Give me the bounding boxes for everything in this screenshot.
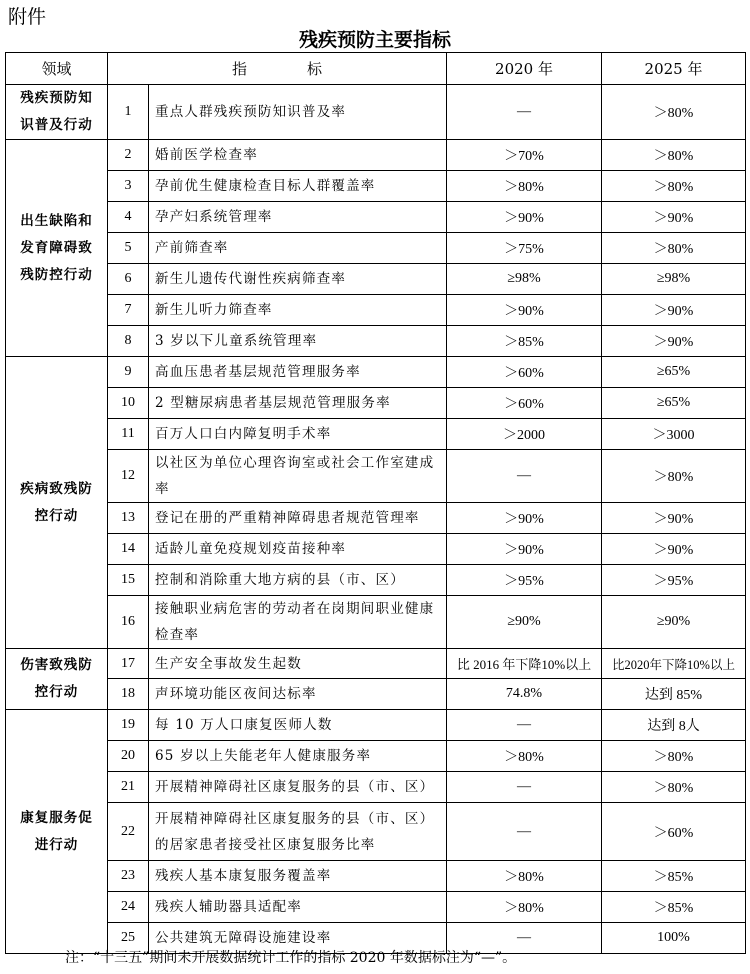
value-2025: ＞85% xyxy=(602,861,746,892)
value-2020: ＞75% xyxy=(447,233,602,264)
value-2020: ＞60% xyxy=(447,357,602,388)
value-2025: ＞85% xyxy=(602,892,746,923)
table-row xyxy=(6,503,746,534)
table-row xyxy=(6,388,746,419)
indicator-number: 16 xyxy=(108,596,149,649)
footnote: 注：“十三五”期间未开展数据统计工作的指标 2020 年数据标注为“—”。 xyxy=(65,950,517,966)
indicator-number: 19 xyxy=(108,710,149,741)
value-2020: — xyxy=(447,710,602,741)
indicator-number: 14 xyxy=(108,534,149,565)
value-2020: ＞90% xyxy=(447,202,602,233)
indicator-number: 5 xyxy=(108,233,149,264)
table-row xyxy=(6,565,746,596)
table-row xyxy=(6,534,746,565)
indicator-name: 新生儿遗传代谢性疾病筛查率 xyxy=(149,264,447,295)
table-row xyxy=(6,710,746,741)
indicator-name: 产前筛查率 xyxy=(149,233,447,264)
value-2020: ＞80% xyxy=(447,892,602,923)
table-row xyxy=(6,264,746,295)
value-2020: 74.8% xyxy=(447,679,602,710)
indicator-name: 控制和消除重大地方病的县（市、区） xyxy=(149,565,447,596)
indicator-number: 4 xyxy=(108,202,149,233)
value-2025: ＞80% xyxy=(602,450,746,503)
indicator-number: 3 xyxy=(108,171,149,202)
indicator-number: 25 xyxy=(108,923,149,954)
indicator-number: 23 xyxy=(108,861,149,892)
value-2020: ＞90% xyxy=(447,295,602,326)
value-2025: ＞80% xyxy=(602,233,746,264)
value-2025: ≥98% xyxy=(602,264,746,295)
indicator-name: 声环境功能区夜间达标率 xyxy=(149,679,447,710)
domain-cell: 出生缺陷和发育障碍致残防控行动 xyxy=(6,140,108,357)
table-row xyxy=(6,649,746,679)
value-2020: — xyxy=(447,450,602,503)
header-domain: 领域 xyxy=(6,53,108,85)
value-2025: ≥65% xyxy=(602,388,746,419)
indicator-number: 24 xyxy=(108,892,149,923)
table-row xyxy=(6,85,746,140)
table-row xyxy=(6,861,746,892)
table-row xyxy=(6,679,746,710)
value-2020: ＞70% xyxy=(447,140,602,171)
indicator-number: 9 xyxy=(108,357,149,388)
indicator-name: 孕产妇系统管理率 xyxy=(149,202,447,233)
table-row xyxy=(6,596,746,649)
value-2025: ＞80% xyxy=(602,171,746,202)
domain-cell: 康复服务促进行动 xyxy=(6,710,108,954)
table-header-row xyxy=(6,53,746,85)
value-2020: — xyxy=(447,923,602,954)
value-2020: 比 2016 年下降10%以上 xyxy=(447,649,602,679)
table-row xyxy=(6,140,746,171)
table-row xyxy=(6,171,746,202)
table-row xyxy=(6,450,746,503)
table-row xyxy=(6,202,746,233)
value-2025: 达到 8人 xyxy=(602,710,746,741)
domain-cell: 疾病致残防控行动 xyxy=(6,357,108,649)
value-2025: ＞80% xyxy=(602,772,746,803)
value-2020: ＞85% xyxy=(447,326,602,357)
indicator-number: 20 xyxy=(108,741,149,772)
indicator-name: 开展精神障碍社区康复服务的县（市、区） xyxy=(149,772,447,803)
indicator-name: 新生儿听力筛查率 xyxy=(149,295,447,326)
value-2020: ≥90% xyxy=(447,596,602,649)
indicator-name: 2 型糖尿病患者基层规范管理服务率 xyxy=(149,388,447,419)
value-2025: ＞80% xyxy=(602,140,746,171)
value-2020: ＞80% xyxy=(447,861,602,892)
value-2020: — xyxy=(447,803,602,861)
table-row xyxy=(6,295,746,326)
value-2025: 比2020年下降10%以上 xyxy=(602,649,746,679)
value-2025: ＞90% xyxy=(602,326,746,357)
header-2020: 2020 年 xyxy=(447,53,602,85)
indicator-number: 10 xyxy=(108,388,149,419)
table-row xyxy=(6,772,746,803)
value-2025: ≥90% xyxy=(602,596,746,649)
indicator-name: 公共建筑无障碍设施建设率 xyxy=(149,923,447,954)
indicator-number: 6 xyxy=(108,264,149,295)
value-2025: ＞90% xyxy=(602,503,746,534)
indicator-number: 1 xyxy=(108,85,149,140)
indicator-name: 适龄儿童免疫规划疫苗接种率 xyxy=(149,534,447,565)
indicator-name: 高血压患者基层规范管理服务率 xyxy=(149,357,447,388)
value-2025: ＞60% xyxy=(602,803,746,861)
indicator-number: 15 xyxy=(108,565,149,596)
indicator-name: 每 10 万人口康复医师人数 xyxy=(149,710,447,741)
indicator-number: 8 xyxy=(108,326,149,357)
domain-cell: 残疾预防知识普及行动 xyxy=(6,85,108,140)
header-indicator: 指 标 xyxy=(108,53,447,85)
value-2025: ＞90% xyxy=(602,202,746,233)
indicator-name: 开展精神障碍社区康复服务的县（市、区）的居家患者接受社区康复服务比率 xyxy=(149,803,447,861)
indicator-number: 2 xyxy=(108,140,149,171)
indicator-name: 孕前优生健康检查目标人群覆盖率 xyxy=(149,171,447,202)
value-2025: ＞90% xyxy=(602,295,746,326)
indicator-name: 生产安全事故发生起数 xyxy=(149,649,447,679)
table-row xyxy=(6,357,746,388)
indicator-name: 重点人群残疾预防知识普及率 xyxy=(149,85,447,140)
indicator-name: 3 岁以下儿童系统管理率 xyxy=(149,326,447,357)
indicator-number: 12 xyxy=(108,450,149,503)
indicator-number: 18 xyxy=(108,679,149,710)
page-title: 残疾预防主要指标 xyxy=(298,29,451,51)
table-row xyxy=(6,233,746,264)
table-row xyxy=(6,741,746,772)
value-2025: ＞80% xyxy=(602,741,746,772)
value-2020: ＞90% xyxy=(447,503,602,534)
value-2020: ＞2000 xyxy=(447,419,602,450)
table-row xyxy=(6,803,746,861)
value-2025: ≥65% xyxy=(602,357,746,388)
value-2025: ＞95% xyxy=(602,565,746,596)
table-row xyxy=(6,419,746,450)
indicator-name: 65 岁以上失能老年人健康服务率 xyxy=(149,741,447,772)
indicator-number: 11 xyxy=(108,419,149,450)
value-2020: ＞90% xyxy=(447,534,602,565)
value-2020: — xyxy=(447,85,602,140)
attachment-label: 附件 xyxy=(8,6,47,28)
indicator-name: 婚前医学检查率 xyxy=(149,140,447,171)
indicators-table xyxy=(5,52,746,954)
header-2025: 2025 年 xyxy=(602,53,746,85)
indicator-number: 22 xyxy=(108,803,149,861)
domain-cell: 伤害致残防控行动 xyxy=(6,649,108,710)
indicator-number: 13 xyxy=(108,503,149,534)
value-2025: ＞80% xyxy=(602,85,746,140)
value-2020: — xyxy=(447,772,602,803)
value-2020: ≥98% xyxy=(447,264,602,295)
indicator-name: 百万人口白内障复明手术率 xyxy=(149,419,447,450)
value-2025: 100% xyxy=(602,923,746,954)
value-2020: ＞80% xyxy=(447,741,602,772)
indicator-name: 以社区为单位心理咨询室或社会工作室建成率 xyxy=(149,450,447,503)
value-2020: ＞80% xyxy=(447,171,602,202)
table-row xyxy=(6,892,746,923)
indicator-number: 21 xyxy=(108,772,149,803)
indicator-name: 接触职业病危害的劳动者在岗期间职业健康检查率 xyxy=(149,596,447,649)
indicator-number: 17 xyxy=(108,649,149,679)
indicator-name: 残疾人辅助器具适配率 xyxy=(149,892,447,923)
indicator-number: 7 xyxy=(108,295,149,326)
indicator-name: 残疾人基本康复服务覆盖率 xyxy=(149,861,447,892)
table-row xyxy=(6,326,746,357)
indicator-name: 登记在册的严重精神障碍患者规范管理率 xyxy=(149,503,447,534)
value-2020: ＞60% xyxy=(447,388,602,419)
value-2020: ＞95% xyxy=(447,565,602,596)
value-2025: ＞3000 xyxy=(602,419,746,450)
value-2025: ＞90% xyxy=(602,534,746,565)
value-2025: 达到 85% xyxy=(602,679,746,710)
